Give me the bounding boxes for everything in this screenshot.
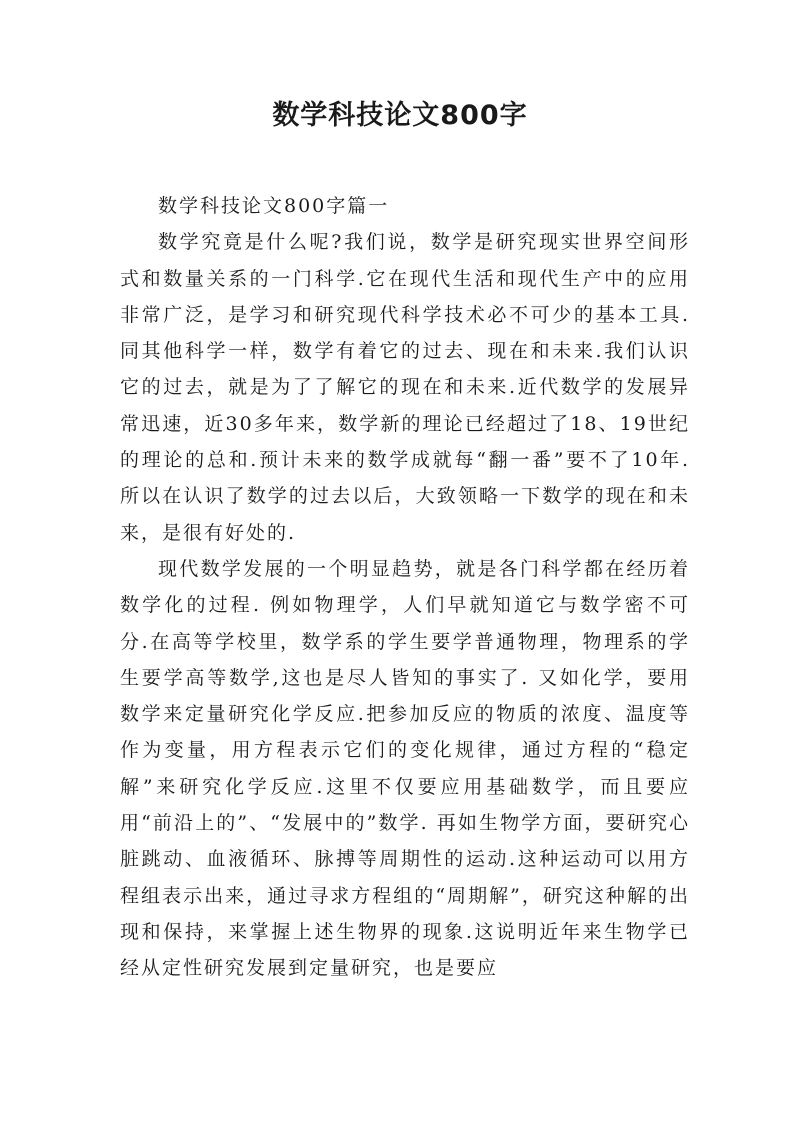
paragraph-1: 数学究竟是什么呢?我们说，数学是研究现实世界空间形式和数量关系的一门科学.它在现代生活和现代生产中的应用非常广泛，是学习和研究现代科学技术必不可少的基本工具. 同其他科学一样，数学有着它的过去、现在和未来.我们认识它的过去，就是为了了解它的现在和未来.近代数学的发展异常迅速，近30多年来，数学新的理论已经超过了18、19世纪的理论的总和.预计未来的数学成就每“翻一番”要不了10年.所以在认识了数学的过去以后，大致领略一下数学的现在和未来，是很有好处的. (120, 231, 690, 544)
document-title: 数学科技论文800字 (272, 100, 528, 131)
section-heading: 数学科技论文800字篇一 (158, 195, 390, 217)
document-body (120, 188, 690, 987)
paragraph-2: 现代数学发展的一个明显趋势，就是各门科学都在经历着数学化的过程. 例如物理学，人们早就知道它与数学密不可分.在高等学校里，数学系的学生要学普通物理，物理系的学生要学高等数学,这也是尽人皆知的事实了. 又如化学，要用数学来定量研究化学反应.把参加反应的物质的浓度、温度等作为变量，用方程表示它们的变化规律，通过方程的“稳定解”来研究化学反应.这里不仅要应用基础数学，而且要应用“前沿上的”、“发展中的”数学. 再如生物学方面，要研究心脏跳动、血液循环、脉搏等周期性的运动.这种运动可以用方程组表示出来，通过寻求方程组的“周期解”，研究这种解的出现和保持，来掌握上述生物界的现象.这说明近年来生物学已经从定性研究发展到定量研究，也是要应 (120, 557, 690, 980)
